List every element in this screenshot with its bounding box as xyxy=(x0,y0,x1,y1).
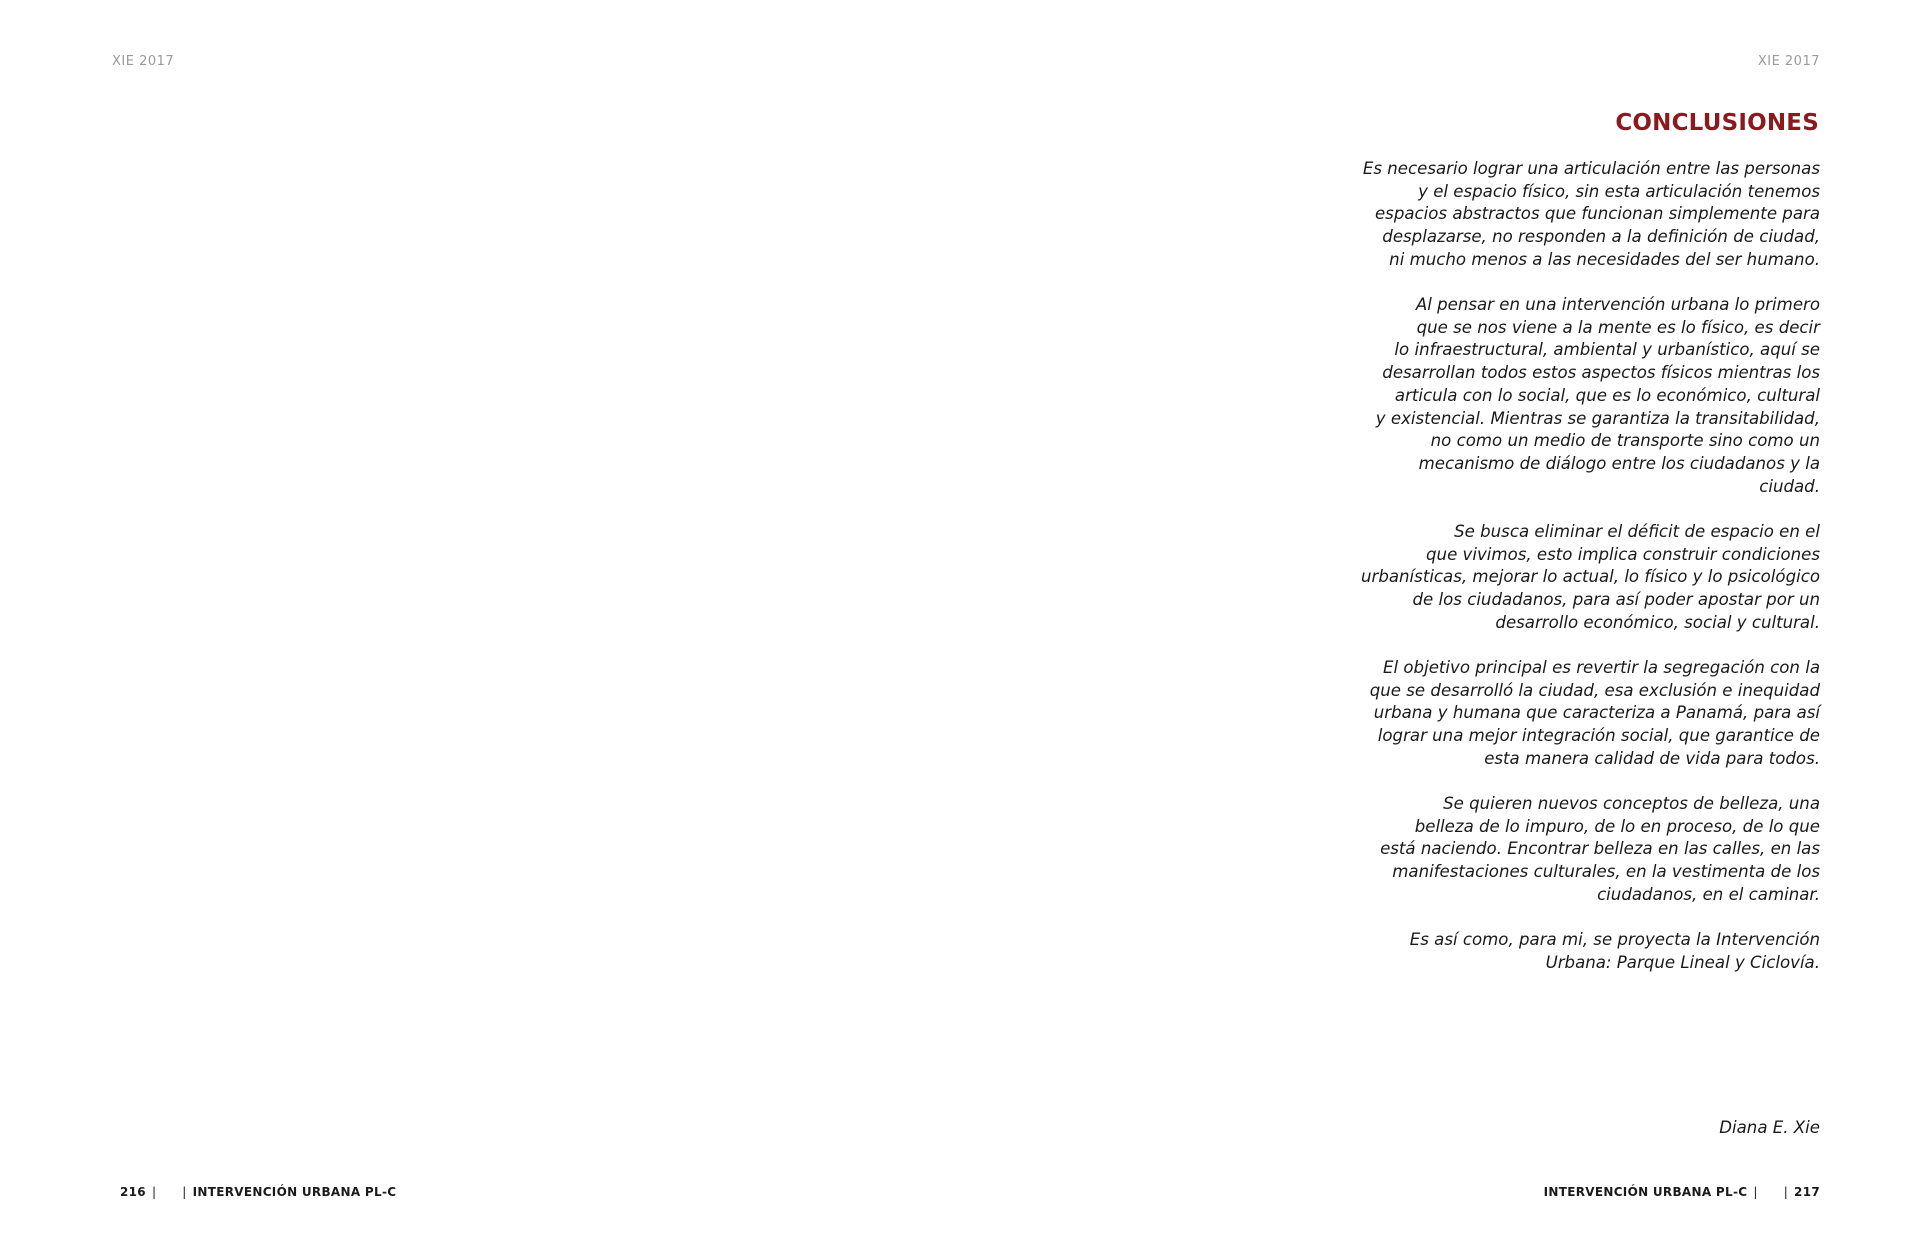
paragraph-line: desarrollan todos estos aspectos físicos mientras los xyxy=(1382,363,1820,383)
page-number-right: 217 xyxy=(1794,1185,1820,1199)
paragraph-line: urbanísticas, mejorar lo actual, lo físico y lo psicológico xyxy=(1361,567,1820,587)
paragraph-line: espacios abstractos que funcionan simplemente para xyxy=(1374,204,1820,224)
running-title-right: INTERVENCIÓN URBANA PL-C xyxy=(1543,1185,1748,1199)
paragraph xyxy=(1320,158,1820,272)
paragraph-line: lograr una mejor integración social, que garantice de xyxy=(1377,725,1820,745)
paragraph-line: ciudad. xyxy=(1759,476,1820,496)
footer-separator: | xyxy=(151,1185,157,1199)
paragraph-line: lo infraestructural, ambiental y urbanístico, aquí se xyxy=(1394,340,1820,360)
paragraph-line: belleza de lo impuro, de lo en proceso, de lo que xyxy=(1414,816,1820,836)
body-text-column xyxy=(1320,158,1820,997)
header-mark-right: XIE 2017 xyxy=(1757,54,1820,69)
section-heading: CONCLUSIONES xyxy=(1615,110,1819,136)
footer-right xyxy=(1544,1185,1820,1199)
paragraph-line: Urbana: Parque Lineal y Ciclovía. xyxy=(1545,952,1820,972)
paragraph-line: urbana y humana que caracteriza a Panamá, para así xyxy=(1373,703,1820,723)
footer-left xyxy=(120,1185,396,1199)
paragraph-line: manifestaciones culturales, en la vestimenta de los xyxy=(1392,861,1820,881)
paragraph-line: ciudadanos, en el caminar. xyxy=(1597,884,1820,904)
paragraph-line: esta manera calidad de vida para todos. xyxy=(1484,748,1820,768)
paragraph-line: articula con lo social, que es lo económico, cultural xyxy=(1394,385,1820,405)
paragraph-line: ni mucho menos a las necesidades del ser humano. xyxy=(1389,249,1820,269)
page-gutter xyxy=(959,0,960,1242)
paragraph-line: no como un medio de transporte sino como un xyxy=(1430,431,1820,451)
author-signature: Diana E. Xie xyxy=(1719,1118,1820,1137)
running-title-left: INTERVENCIÓN URBANA PL-C xyxy=(192,1185,397,1199)
paragraph-line: Se busca eliminar el déficit de espacio en el xyxy=(1454,521,1820,541)
footer-separator: | xyxy=(1753,1185,1758,1199)
paragraph-line: que vivimos, esto implica construir condiciones xyxy=(1426,544,1820,564)
paragraph-line: está naciendo. Encontrar belleza en las calles, en las xyxy=(1380,839,1820,859)
header-mark-left: XIE 2017 xyxy=(112,54,175,69)
paragraph-line: desarrollo económico, social y cultural. xyxy=(1495,612,1820,632)
paragraph-line: Se quieren nuevos conceptos de belleza, una xyxy=(1443,793,1820,813)
footer-separator: | xyxy=(1783,1185,1789,1199)
paragraph-line: y existencial. Mientras se garantiza la transitabilidad, xyxy=(1375,408,1820,428)
paragraph-line: desplazarse, no responden a la definición de ciudad, xyxy=(1382,227,1820,247)
paragraph-line: y el espacio físico, sin esta articulación tenemos xyxy=(1418,181,1820,201)
paragraph-line: Al pensar en una intervención urbana lo primero xyxy=(1415,295,1820,315)
paragraph-line: Es necesario lograr una articulación entre las personas xyxy=(1362,159,1820,178)
paragraph-line: que se desarrolló la ciudad, esa exclusión e inequidad xyxy=(1369,680,1820,700)
paragraph-line: de los ciudadanos, para así poder apostar por un xyxy=(1412,589,1820,609)
paragraph xyxy=(1320,929,1820,974)
paragraph xyxy=(1320,294,1820,498)
page-number-left: 216 xyxy=(120,1185,146,1199)
paragraph xyxy=(1320,657,1820,771)
paragraph-line: Es así como, para mi, se proyecta la Intervención xyxy=(1409,929,1820,949)
paragraph-line: que se nos viene a la mente es lo físico, es decir xyxy=(1416,317,1820,337)
footer-separator: | xyxy=(182,1185,187,1199)
paragraph-line: mecanismo de diálogo entre los ciudadanos y la xyxy=(1418,453,1820,473)
paragraph-line: El objetivo principal es revertir la segregación con la xyxy=(1383,657,1820,677)
paragraph xyxy=(1320,793,1820,907)
paragraph xyxy=(1320,521,1820,635)
